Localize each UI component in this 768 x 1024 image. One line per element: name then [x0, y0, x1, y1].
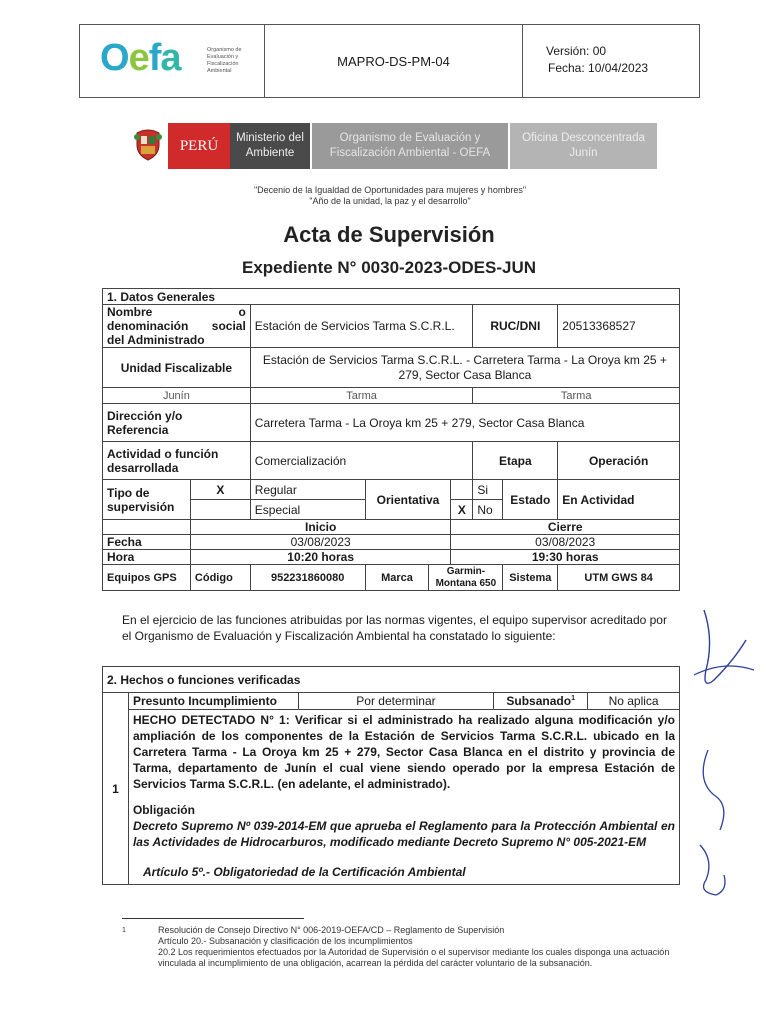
facts-table	[102, 666, 680, 885]
date-label: Fecha: 10/04/2023	[548, 61, 649, 75]
footnote-number: 1	[122, 927, 126, 934]
handwritten-signature	[684, 600, 764, 900]
decenio-line-2: "Año de la unidad, la paz y el desarrollo"	[309, 196, 471, 206]
office-badge: Oficina Desconcentrada Junín	[510, 123, 657, 169]
brand-value: Garmin-Montana 650	[429, 565, 503, 591]
activity-value: Comercialización	[250, 442, 473, 480]
orientative-si: Si	[473, 480, 503, 500]
peru-shield-icon	[133, 127, 163, 161]
decenio-line-1: "Decenio de la Igualdad de Oportunidades para mujeres y hombres"	[253, 185, 527, 195]
special-label: Especial	[250, 500, 365, 520]
end-header: Cierre	[451, 520, 680, 535]
address-value: Carretera Tarma - La Oroya km 25 + 279, Sector Casa Blanca	[250, 404, 679, 442]
logo-subtitle: Organismo de Evaluación y Fiscalización Ambiental	[207, 47, 242, 74]
code-label: Código	[190, 565, 250, 591]
article-text: Artículo 5º.- Obligatoriedad de la Certificación Ambiental	[142, 865, 466, 879]
time-row-label: Hora	[103, 550, 191, 565]
footnote-divider	[122, 918, 304, 919]
orientative-si-mark	[451, 480, 473, 500]
ruc-value: 20513368527	[558, 305, 680, 348]
obligation-label: Obligación	[132, 803, 195, 817]
type-label: Tipo de supervisión	[103, 480, 191, 520]
presumed-value: Por determinar	[298, 693, 494, 710]
address-label: Dirección y/o Referencia	[103, 404, 251, 442]
name-value: Estación de Servicios Tarma S.C.R.L.	[250, 305, 473, 348]
end-date: 03/08/2023	[451, 535, 680, 550]
document-code: MAPRO-DS-PM-04	[337, 53, 450, 69]
stage-label: Etapa	[473, 442, 558, 480]
ministry-badge: Ministerio del Ambiente	[230, 123, 310, 169]
orientative-no: No	[473, 500, 503, 520]
peru-badge: PERÚ	[168, 123, 230, 169]
page-title: Acta de Supervisión	[283, 222, 495, 247]
fact-detail	[128, 710, 679, 885]
gps-label: Equipos GPS	[103, 565, 191, 591]
remedied-label: Subsanado$^1$	[494, 693, 588, 710]
brand-label: Marca	[365, 565, 429, 591]
oefa-logo: Oefa	[100, 37, 181, 79]
presumed-label: Presunto Incumplimiento	[128, 693, 298, 710]
footnote	[122, 925, 670, 969]
fact-text: HECHO DETECTADO N° 1: Verificar si el administrado ha realizado alguna modificación y/o ampliación de los componentes de la Estación de Servicios Tarma S.C.R.L. ubicado en la Carretera Tarma - La Oroya km 25 + 279, Sector Casa Blanca en el distrito y provincia de Tarma, departamento de Junín el cual viene siendo operado por la empresa Estación de Servicios Tarma S.C.R.L. (en adelante, el administrado).	[132, 713, 675, 791]
intro-paragraph: En el ejercicio de las funciones atribuidas por las normas vigentes, el equipo supervisor acreditado por el Organismo de Evaluación y Fiscalización Ambiental ha constatado lo siguiente:	[122, 613, 667, 643]
end-time: 19:30 horas	[451, 550, 680, 565]
decenio-text	[150, 185, 630, 207]
district-value: Tarma	[473, 388, 680, 404]
expediente-number: Expediente N° 0030-2023-ODES-JUN	[241, 258, 537, 277]
start-time: 10:20 horas	[190, 550, 451, 565]
footnote-line-3: 20.2 Los requerimientos efectuados por la Autoridad de Supervisión o el supervisor mediante los cuales disponga una actuación vinculada al incumplimiento de una obligación, acarrean la pérdida del carácter voluntario de la subsanación.	[158, 947, 670, 968]
fact-number: 1	[103, 693, 129, 885]
remedied-value: No aplica	[588, 693, 680, 710]
regular-mark: X	[190, 480, 250, 500]
start-date: 03/08/2023	[190, 535, 451, 550]
stage-value: Operación	[558, 442, 680, 480]
province-value: Tarma	[250, 388, 473, 404]
unit-label: Unidad Fiscalizable	[103, 348, 251, 388]
system-value: UTM GWS 84	[558, 565, 680, 591]
activity-label: Actividad o función desarrollada	[103, 442, 251, 480]
date-row-label: Fecha	[103, 535, 191, 550]
unit-value: Estación de Servicios Tarma S.C.R.L. - Carretera Tarma - La Oroya km 25 + 279, Sector Casa Blanca	[250, 348, 679, 388]
state-label: Estado	[503, 480, 558, 520]
name-label: Nombre o denominación social del Administrado	[103, 305, 251, 348]
document-header	[79, 24, 700, 98]
start-header: Inicio	[190, 520, 451, 535]
section-2-title: 2. Hechos o funciones verificadas	[103, 667, 680, 693]
regular-label: Regular	[250, 480, 365, 500]
oefa-badge: Organismo de Evaluación y Fiscalización Ambiental - OEFA	[312, 123, 508, 169]
special-mark	[190, 500, 250, 520]
state-value: En Actividad	[558, 480, 680, 520]
footnote-line-2: Artículo 20.- Subsanación y clasificación de los incumplimientos	[158, 936, 413, 946]
orientative-label: Orientativa	[365, 480, 451, 520]
section-1-title: 1. Datos Generales	[103, 289, 680, 305]
version-info	[546, 43, 648, 77]
department-value: Junín	[103, 388, 251, 404]
system-label: Sistema	[503, 565, 558, 591]
version-label: Versión: 00	[546, 44, 607, 58]
code-value: 952231860080	[250, 565, 365, 591]
ruc-label: RUC/DNI	[473, 305, 558, 348]
footnote-line-1: Resolución de Consejo Directivo N° 006-2019-OEFA/CD – Reglamento de Supervisión	[158, 925, 505, 935]
orientative-no-mark: X	[451, 500, 473, 520]
general-data-table	[102, 288, 680, 591]
obligation-text: Decreto Supremo Nº 039-2014-EM que aprueba el Reglamento para la Protección Ambiental en las Actividades de Hidrocarburos, modificado mediante Decreto Supremo N° 005-2021-EM	[132, 819, 675, 849]
